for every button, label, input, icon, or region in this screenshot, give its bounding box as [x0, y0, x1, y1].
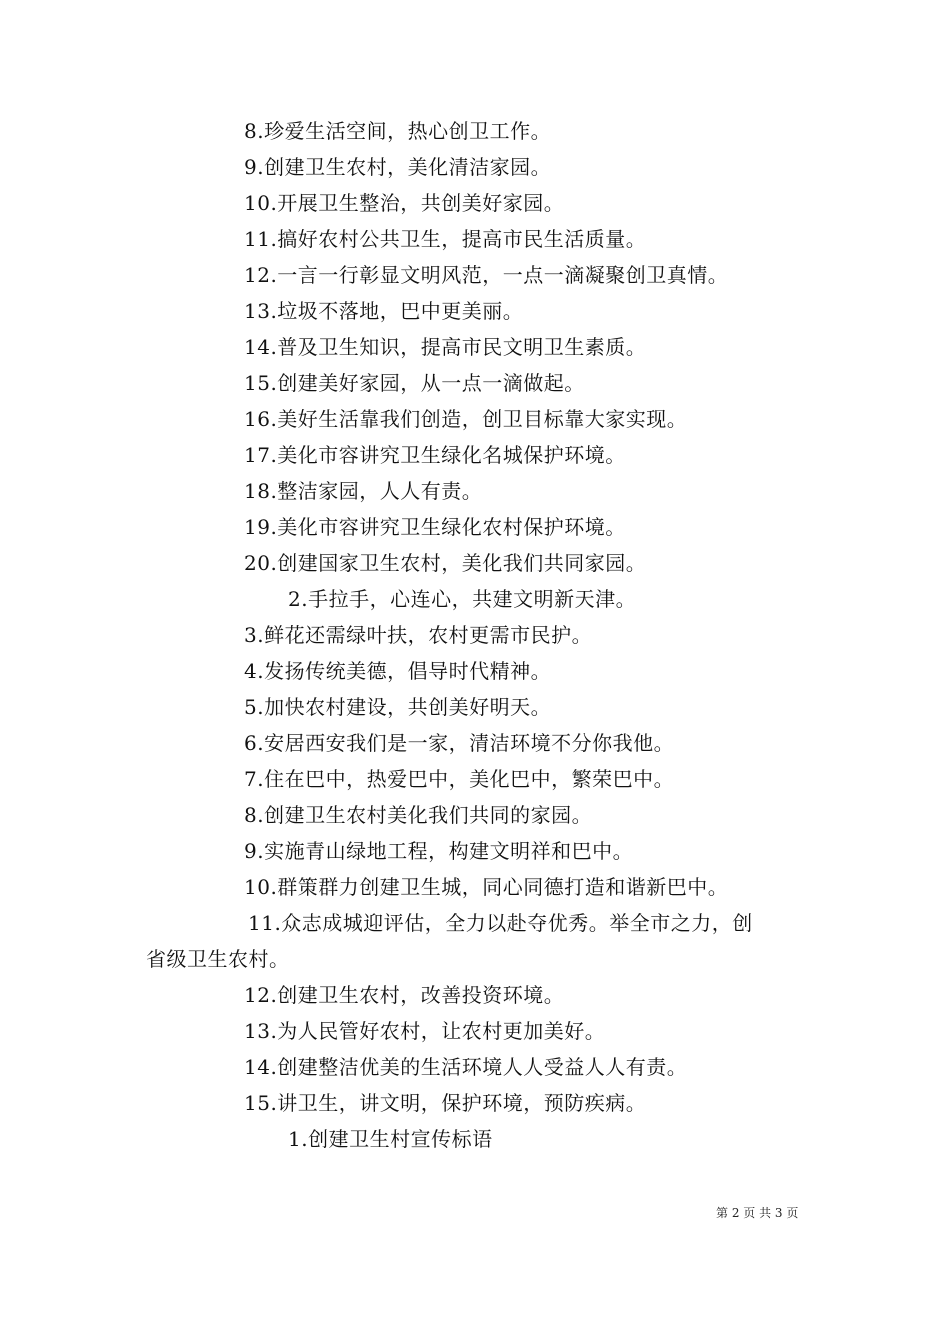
text-line: 13.为人民管好农村，让农村更加美好。: [244, 1019, 606, 1043]
text-line: 17.美化市容讲究卫生绿化名城保护环境。: [244, 443, 626, 467]
text-line: 13.垃圾不落地，巴中更美丽。: [244, 299, 524, 323]
text-line: 16.美好生活靠我们创造，创卫目标靠大家实现。: [244, 407, 688, 431]
text-line: 15.创建美好家园，从一点一滴做起。: [244, 371, 585, 395]
text-line: 14.创建整洁优美的生活环境人人受益人人有责。: [244, 1055, 688, 1079]
text-line: 9.创建卫生农村，美化清洁家园。: [244, 155, 552, 179]
text-line: 1.创建卫生村宣传标语: [288, 1127, 493, 1151]
text-line: 4.发扬传统美德，倡导时代精神。: [244, 659, 552, 683]
text-line: 10.开展卫生整治，共创美好家园。: [244, 191, 565, 215]
text-line: 9.实施青山绿地工程，构建文明祥和巴中。: [244, 839, 634, 863]
text-line: 11.众志成城迎评估，全力以赴夺优秀。举全市之力，创: [248, 911, 753, 935]
text-line: 3.鲜花还需绿叶扶，农村更需市民护。: [244, 623, 593, 647]
text-line: 19.美化市容讲究卫生绿化农村保护环境。: [244, 515, 626, 539]
page-number: 第 2 页 共 3 页: [716, 1206, 799, 1220]
text-line: 10.群策群力创建卫生城，同心同德打造和谐新巴中。: [244, 875, 729, 899]
text-line: 15.讲卫生，讲文明，保护环境，预防疾病。: [244, 1091, 647, 1115]
text-line: 省级卫生农村。: [146, 947, 290, 971]
text-line: 11.搞好农村公共卫生，提高市民生活质量。: [244, 227, 647, 251]
text-line: 2.手拉手，心连心，共建文明新天津。: [288, 587, 637, 611]
text-line: 5.加快农村建设，共创美好明天。: [244, 695, 552, 719]
text-line: 7.住在巴中，热爱巴中，美化巴中，繁荣巴中。: [244, 767, 675, 791]
text-line: 14.普及卫生知识，提高市民文明卫生素质。: [244, 335, 647, 359]
text-line: 12.创建卫生农村，改善投资环境。: [244, 983, 565, 1007]
text-line: 12.一言一行彰显文明风范，一点一滴凝聚创卫真情。: [244, 263, 729, 287]
text-line: 18.整洁家园，人人有责。: [244, 479, 483, 503]
text-line: 8.创建卫生农村美化我们共同的家园。: [244, 803, 593, 827]
text-line: 8.珍爱生活空间，热心创卫工作。: [244, 119, 552, 143]
text-line: 20.创建国家卫生农村，美化我们共同家园。: [244, 551, 647, 575]
text-line: 6.安居西安我们是一家，清洁环境不分你我他。: [244, 731, 675, 755]
